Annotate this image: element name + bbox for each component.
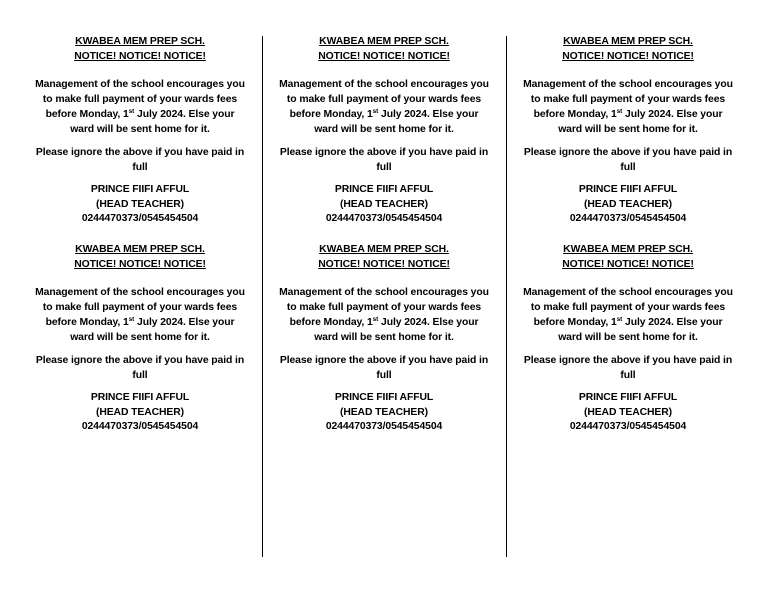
signer-phones: 0244470373/0545454504 (569, 421, 687, 432)
message-line: to make full payment of your wards fees (42, 94, 238, 105)
message-line: ward will be sent home for it. (70, 124, 210, 135)
ignore-if-paid-note (25, 353, 255, 383)
signer-title: (HEAD TEACHER) (583, 406, 673, 418)
notice-heading: NOTICE! NOTICE! NOTICE! (562, 51, 694, 62)
ignore-line: Please ignore the above if you have paid in (279, 147, 489, 158)
fee-payment-message (513, 285, 743, 345)
deadline-text: July 2024. Else your (134, 317, 235, 328)
signer-title: (HEAD TEACHER) (339, 198, 429, 210)
signer-name: PRINCE FIIFI AFFUL (578, 184, 678, 195)
ignore-line: full (620, 370, 636, 381)
ignore-if-paid-note (513, 353, 743, 383)
ordinal-suffix: st (616, 316, 623, 323)
fee-payment-message (269, 77, 499, 137)
message-line: Management of the school encourages you (279, 287, 489, 298)
signer-name: PRINCE FIIFI AFFUL (90, 184, 190, 195)
signer-title: (HEAD TEACHER) (339, 406, 429, 418)
signer-phones: 0244470373/0545454504 (81, 421, 199, 432)
message-line: Management of the school encourages you (35, 79, 245, 90)
message-line: ward will be sent home for it. (70, 332, 210, 343)
ignore-line: full (620, 162, 636, 173)
fee-notice-slip (269, 242, 499, 435)
message-line: ward will be sent home for it. (558, 332, 698, 343)
ignore-line: Please ignore the above if you have paid in (35, 355, 245, 366)
message-line: Management of the school encourages you (35, 287, 245, 298)
deadline-text: July 2024. Else your (378, 109, 479, 120)
fee-notice-slip (25, 34, 255, 227)
school-name: KWABEA MEM PREP SCH. (75, 36, 205, 47)
signature-block (25, 183, 255, 227)
deadline-text: before Monday, 1 (45, 109, 129, 120)
message-deadline-line (513, 107, 743, 122)
ordinal-suffix: st (616, 108, 623, 115)
ignore-line: Please ignore the above if you have paid in (523, 147, 733, 158)
signer-phones: 0244470373/0545454504 (325, 421, 443, 432)
message-deadline-line (269, 315, 499, 330)
fee-notice-slip (25, 242, 255, 435)
fee-notice-slip (513, 242, 743, 435)
notice-heading: NOTICE! NOTICE! NOTICE! (318, 51, 450, 62)
ignore-line: Please ignore the above if you have paid in (279, 355, 489, 366)
message-line: Management of the school encourages you (279, 79, 489, 90)
cut-divider-line (262, 36, 263, 557)
notice-heading: NOTICE! NOTICE! NOTICE! (318, 259, 450, 270)
signature-block (269, 183, 499, 227)
fee-notice-slip (513, 34, 743, 227)
ordinal-suffix: st (372, 108, 379, 115)
ordinal-suffix: st (372, 316, 379, 323)
ordinal-suffix: st (128, 108, 135, 115)
ignore-if-paid-note (513, 145, 743, 175)
notice-heading: NOTICE! NOTICE! NOTICE! (562, 259, 694, 270)
deadline-text: before Monday, 1 (289, 317, 373, 328)
message-line: ward will be sent home for it. (314, 332, 454, 343)
message-deadline-line (25, 107, 255, 122)
fee-payment-message (513, 77, 743, 137)
message-line: to make full payment of your wards fees (286, 302, 482, 313)
signer-name: PRINCE FIIFI AFFUL (334, 184, 434, 195)
message-deadline-line (25, 315, 255, 330)
school-name: KWABEA MEM PREP SCH. (563, 36, 693, 47)
ignore-line: full (132, 370, 148, 381)
deadline-text: July 2024. Else your (622, 317, 723, 328)
signer-phones: 0244470373/0545454504 (569, 213, 687, 224)
signer-phones: 0244470373/0545454504 (325, 213, 443, 224)
message-line: to make full payment of your wards fees (530, 302, 726, 313)
message-line: Management of the school encourages you (523, 79, 733, 90)
signer-name: PRINCE FIIFI AFFUL (90, 392, 190, 403)
signer-title: (HEAD TEACHER) (95, 198, 185, 210)
school-name: KWABEA MEM PREP SCH. (563, 244, 693, 255)
signer-title: (HEAD TEACHER) (95, 406, 185, 418)
notice-heading: NOTICE! NOTICE! NOTICE! (74, 51, 206, 62)
ignore-line: full (376, 162, 392, 173)
notice-heading: NOTICE! NOTICE! NOTICE! (74, 259, 206, 270)
ignore-line: Please ignore the above if you have paid in (35, 147, 245, 158)
cut-divider-line (506, 36, 507, 557)
signature-block (25, 391, 255, 435)
message-deadline-line (513, 315, 743, 330)
signature-block (269, 391, 499, 435)
message-line: ward will be sent home for it. (314, 124, 454, 135)
signer-name: PRINCE FIIFI AFFUL (578, 392, 678, 403)
message-deadline-line (269, 107, 499, 122)
deadline-text: before Monday, 1 (289, 109, 373, 120)
deadline-text: July 2024. Else your (622, 109, 723, 120)
fee-payment-message (25, 77, 255, 137)
message-line: Management of the school encourages you (523, 287, 733, 298)
signer-phones: 0244470373/0545454504 (81, 213, 199, 224)
deadline-text: before Monday, 1 (533, 317, 617, 328)
deadline-text: July 2024. Else your (134, 109, 235, 120)
ignore-line: full (376, 370, 392, 381)
fee-payment-message (269, 285, 499, 345)
ignore-if-paid-note (269, 145, 499, 175)
school-name: KWABEA MEM PREP SCH. (75, 244, 205, 255)
signer-title: (HEAD TEACHER) (583, 198, 673, 210)
signer-name: PRINCE FIIFI AFFUL (334, 392, 434, 403)
ordinal-suffix: st (128, 316, 135, 323)
ignore-line: Please ignore the above if you have paid in (523, 355, 733, 366)
message-line: ward will be sent home for it. (558, 124, 698, 135)
fee-payment-message (25, 285, 255, 345)
message-line: to make full payment of your wards fees (530, 94, 726, 105)
school-name: KWABEA MEM PREP SCH. (319, 244, 449, 255)
deadline-text: July 2024. Else your (378, 317, 479, 328)
ignore-if-paid-note (269, 353, 499, 383)
message-line: to make full payment of your wards fees (286, 94, 482, 105)
school-name: KWABEA MEM PREP SCH. (319, 36, 449, 47)
deadline-text: before Monday, 1 (533, 109, 617, 120)
deadline-text: before Monday, 1 (45, 317, 129, 328)
ignore-line: full (132, 162, 148, 173)
signature-block (513, 183, 743, 227)
fee-notice-slip (269, 34, 499, 227)
ignore-if-paid-note (25, 145, 255, 175)
message-line: to make full payment of your wards fees (42, 302, 238, 313)
signature-block (513, 391, 743, 435)
